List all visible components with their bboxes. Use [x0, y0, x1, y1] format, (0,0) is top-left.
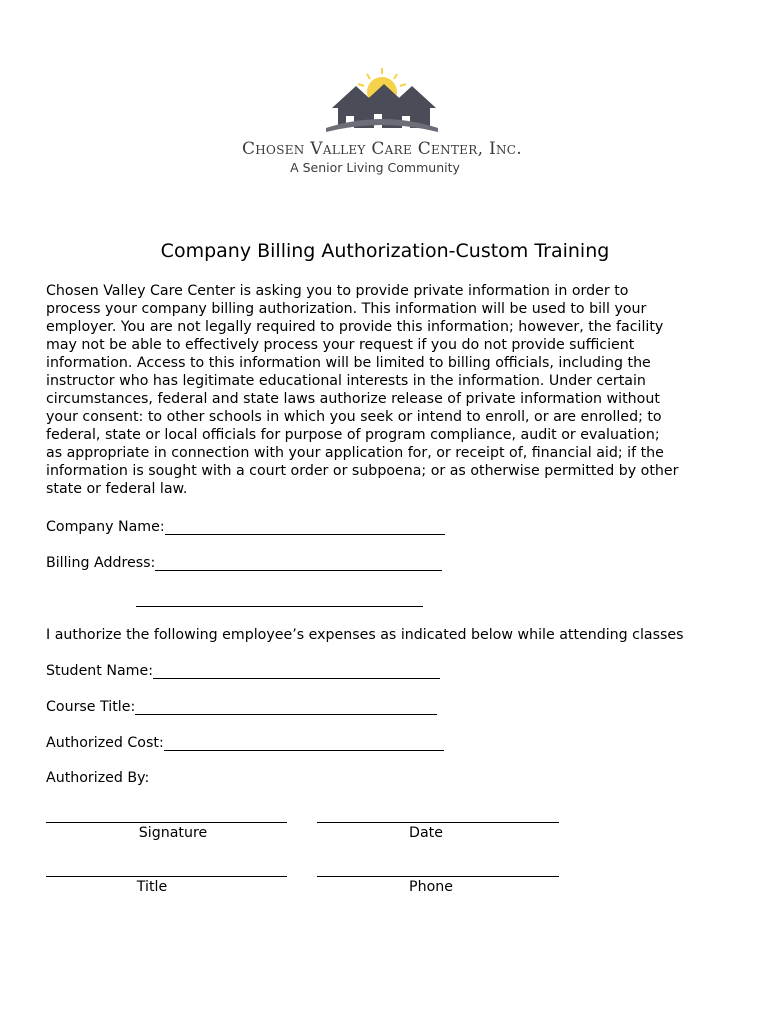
authorized-cost-label: Authorized Cost: [46, 735, 164, 751]
privacy-notice [46, 282, 736, 498]
billing-address-input[interactable] [155, 554, 442, 571]
logo-tagline: A Senior Living Community [290, 160, 460, 175]
notice-line: federal, state or local officials for purpose of program compliance, audit or evaluation; [46, 427, 660, 443]
company-name-label: Company Name: [46, 519, 165, 535]
student-name-label: Student Name: [46, 663, 153, 679]
notice-line: your consent: to other schools in which you seek or intend to enroll, or are enrolled; to [46, 409, 662, 425]
billing-address-label: Billing Address: [46, 555, 156, 571]
company-name-input[interactable] [165, 518, 445, 535]
logo-company-name: Chosen Valley Care Center, Inc. [241, 139, 522, 159]
title-input[interactable] [46, 876, 287, 877]
notice-line: information. Access to this information will be limited to billing officials, including the [46, 355, 651, 371]
notice-line: may not be able to effectively process your request if you do not provide sufficient [46, 337, 635, 353]
notice-line: state or federal law. [46, 481, 188, 497]
form-title: Company Billing Authorization-Custom Training [160, 240, 610, 262]
notice-line: information is sought with a court order or subpoena; or as otherwise permitted by other [46, 463, 679, 479]
authorized-cost-input[interactable] [164, 734, 444, 751]
date-caption: Date [409, 825, 443, 841]
billing-address-line-2-input[interactable] [136, 606, 423, 607]
student-name-input[interactable] [153, 662, 440, 679]
houses-sun-logo-icon [322, 66, 442, 138]
notice-line: instructor who has legitimate educational interests in the information. Under certain [46, 373, 646, 389]
student-name-row [46, 662, 440, 679]
notice-line: circumstances, federal and state laws authorize release of private information without [46, 391, 660, 407]
authorize-statement: I authorize the following employee’s expenses as indicated below while attending classes [46, 627, 684, 643]
notice-line: as appropriate in connection with your application for, or receipt of, financial aid; if the [46, 445, 664, 461]
authorized-cost-row [46, 734, 444, 751]
course-title-input[interactable] [135, 698, 437, 715]
notice-line: process your company billing authorization. This information will be used to bill your [46, 301, 647, 317]
signature-caption: Signature [138, 825, 208, 841]
title-caption: Title [136, 879, 168, 895]
phone-input[interactable] [317, 876, 559, 877]
course-title-label: Course Title: [46, 699, 136, 715]
signature-input[interactable] [46, 822, 287, 823]
authorized-by-label: Authorized By: [46, 770, 150, 786]
notice-line: employer. You are not legally required to provide this information; however, the facility [46, 319, 664, 335]
company-logo [232, 66, 532, 181]
notice-line: Chosen Valley Care Center is asking you to provide private information in order to [46, 283, 629, 299]
company-name-row [46, 518, 445, 535]
date-input[interactable] [317, 822, 559, 823]
phone-caption: Phone [409, 879, 453, 895]
billing-address-row [46, 554, 442, 571]
course-title-row [46, 698, 437, 715]
